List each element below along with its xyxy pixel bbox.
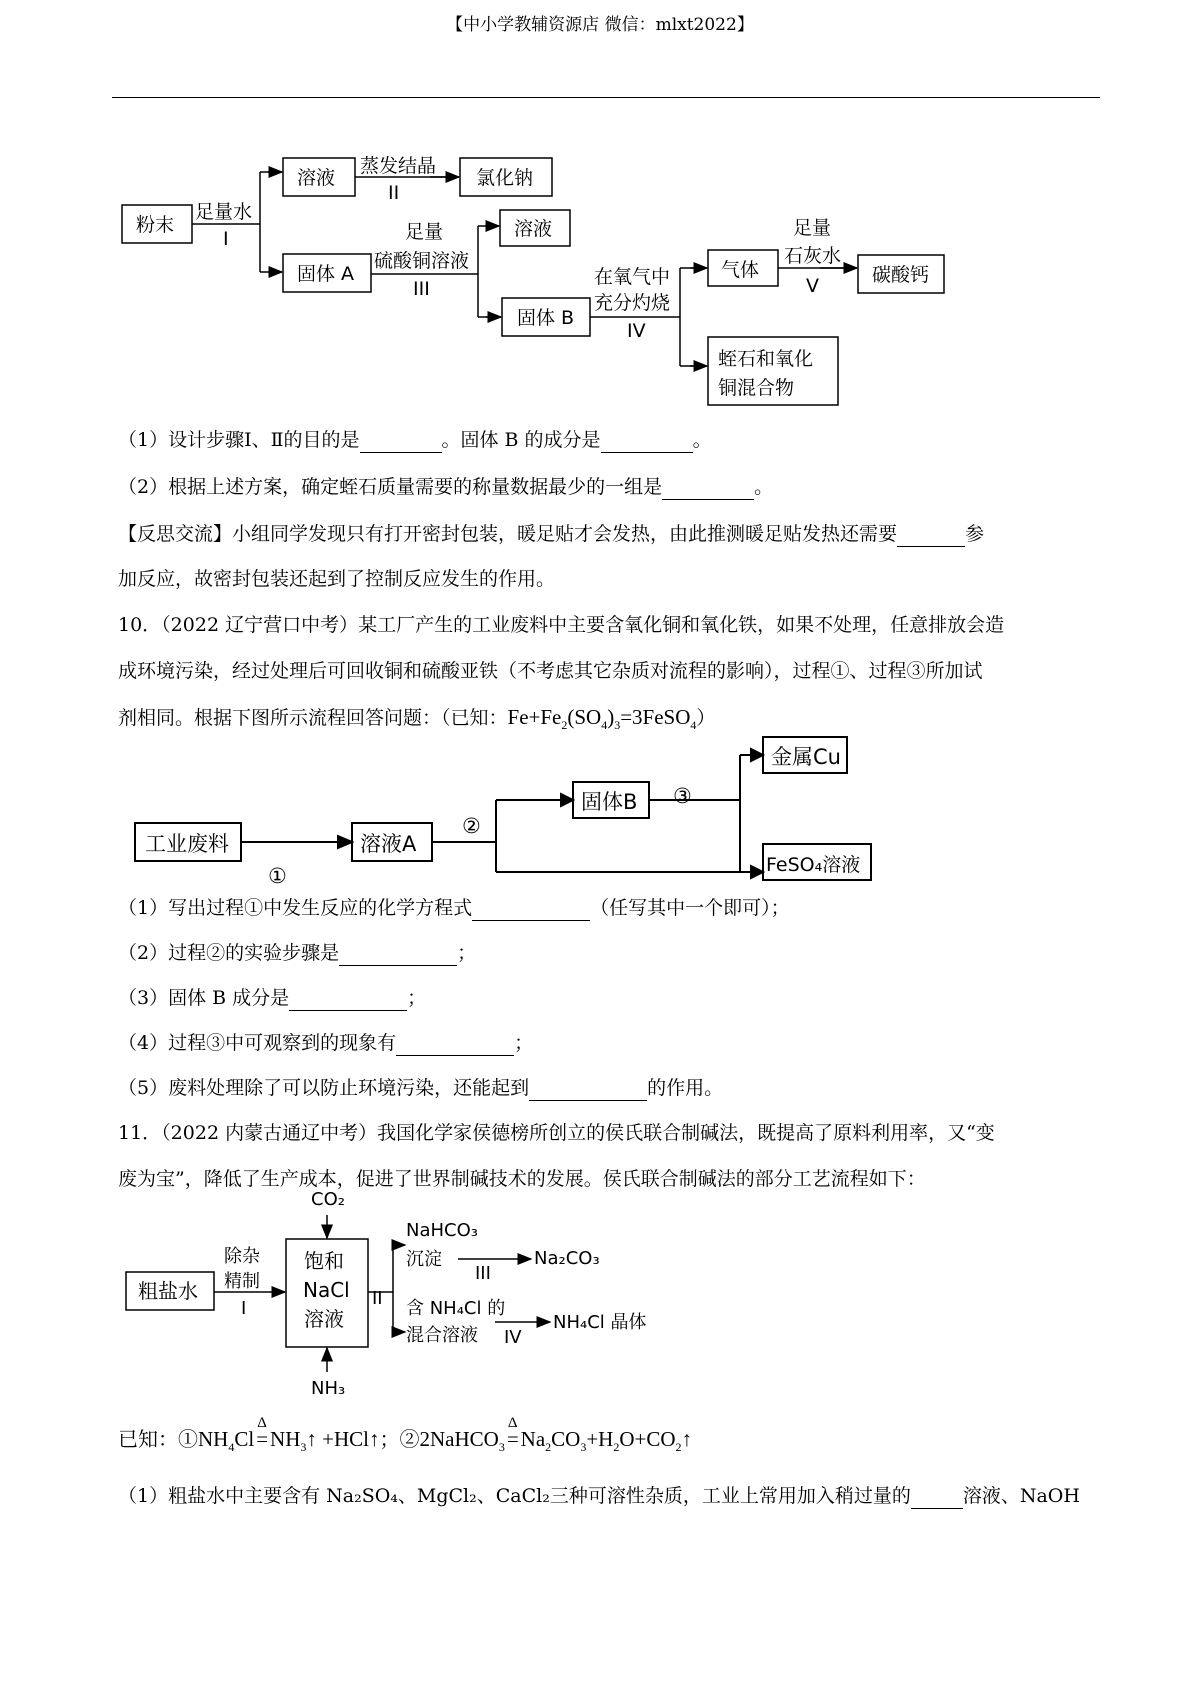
- svg-text:III: III: [413, 278, 430, 300]
- q9-sub2: （2）根据上述方案，确定蛭石质量需要的称量数据最少的一组是 。: [118, 476, 774, 498]
- label-solid-b: 固体 B: [517, 307, 575, 329]
- label-solid-b2: 固体B: [581, 790, 638, 814]
- svg-text:II: II: [388, 182, 400, 204]
- q10-sub1: （1）写出过程①中发生反应的化学方程式 （任写其中一个即可）；: [118, 897, 790, 919]
- svg-text:沉淀: 沉淀: [406, 1249, 442, 1270]
- label-water: 足量水: [195, 201, 253, 223]
- svg-text:III: III: [475, 1263, 491, 1284]
- label-solid-a: 固体 A: [297, 263, 355, 285]
- svg-text:混合溶液: 混合溶液: [406, 1325, 478, 1346]
- label-co2: CO₂: [311, 1189, 345, 1210]
- label-nacl: 氯化钠: [476, 167, 534, 189]
- svg-text:II: II: [372, 1288, 383, 1309]
- q10-sub2: （2）过程②的实验步骤是 ；: [118, 942, 477, 964]
- q9-reflection: 【反思交流】小组同学发现只有打开密封包装，暖足贴才会发热，由此推测暖足贴发热还需要 参: [118, 523, 985, 545]
- svg-text:充分灼烧: 充分灼烧: [594, 292, 671, 314]
- svg-text:V: V: [806, 275, 819, 297]
- svg-text:IV: IV: [627, 320, 646, 342]
- svg-text:I: I: [223, 228, 229, 250]
- q11-stem-line1: 11．（2022 内蒙古通辽中考）我国化学家侯德榜所创立的侯氏联合制碱法，既提高了原料利用率，又“变: [118, 1122, 995, 1144]
- q9-sub1: （1）设计步骤Ⅰ、Ⅱ的目的是 。固体 B 的成分是 。: [118, 429, 712, 451]
- q10-stem-line3: 剂相同。根据下图所示流程回答问题：（已知：$Fe+Fe_2(SO_4)_3=3FeSO_4$）: [118, 705, 716, 733]
- q9-reflection-cont: 加反应，故密封包装还起到了控制反应发生的作用。: [118, 568, 556, 590]
- label-brine: 粗盐水: [138, 1279, 198, 1303]
- q10-sub5: （5）废料处理除了可以防止环境污染，还能起到 的作用。: [118, 1077, 724, 1099]
- label-nh4cl-crystal: NH₄Cl 晶体: [553, 1312, 647, 1333]
- svg-text:足量: 足量: [405, 221, 444, 243]
- label-solution2: 溶液: [514, 218, 553, 240]
- q10-sub3: （3）固体 B 成分是 ；: [118, 987, 427, 1009]
- label-cu: 金属Cu: [771, 745, 841, 769]
- svg-text:NaCl: NaCl: [303, 1278, 350, 1302]
- q10-stem-line2: 成环境污染，经过处理后可回收铜和硫酸亚铁（不考虑其它杂质对流程的影响），过程①、过程③所加试: [118, 660, 983, 682]
- svg-text:饱和: 饱和: [304, 1249, 344, 1273]
- page-header: 【中小学教辅资源店 微信：mlxt2022】: [446, 15, 754, 35]
- label-na2co3: Na₂CO₃: [534, 1248, 600, 1269]
- label-feso4: FeSO₄溶液: [766, 854, 861, 876]
- q11-stem-line2: 废为宝”，降低了生产成本，促进了世界制碱技术的发展。侯氏联合制碱法的部分工艺流程如下：: [118, 1168, 926, 1190]
- q10-stem-line1: 10．（2022 辽宁营口中考）某工厂产生的工业废料中主要含氧化铜和氧化铁，如果不处理，任意排放会造: [118, 614, 1005, 636]
- svg-text:硫酸铜溶液: 硫酸铜溶液: [374, 250, 470, 272]
- svg-text:精制: 精制: [224, 1271, 260, 1292]
- q11-known-equations: 已知：$①NH_4Cl=$ Δ $NH_3↑$ +HCl↑；②2NaHCO$_3$= Δ $Na_2CO_3+H_2O+CO_2↑$: [118, 1415, 693, 1455]
- label-waste: 工业废料: [145, 832, 229, 856]
- svg-text:除杂: 除杂: [224, 1246, 260, 1267]
- label-gas: 气体: [721, 259, 760, 281]
- label-nh3: NH₃: [311, 1378, 346, 1399]
- label-evaporate: 蒸发结晶: [360, 155, 437, 177]
- label-nahco3: NaHCO₃: [406, 1220, 478, 1241]
- label-step1: ①: [268, 864, 287, 888]
- label-solution-a: 溶液A: [360, 832, 417, 856]
- q10-sub4: （4）过程③中可观察到的现象有 ；: [118, 1032, 534, 1054]
- svg-text:含 NH₄Cl 的: 含 NH₄Cl 的: [406, 1298, 506, 1319]
- label-powder: 粉末: [136, 214, 175, 236]
- svg-text:石灰水: 石灰水: [784, 245, 842, 267]
- svg-text:溶液: 溶液: [304, 1307, 344, 1331]
- label-step2: ②: [462, 814, 481, 838]
- svg-text:足量: 足量: [793, 217, 832, 239]
- label-step3: ③: [673, 784, 692, 808]
- svg-text:在氧气中: 在氧气中: [594, 266, 671, 288]
- svg-text:I: I: [241, 1298, 247, 1319]
- svg-text:铜混合物: 铜混合物: [718, 377, 795, 399]
- label-caco3: 碳酸钙: [872, 264, 930, 286]
- svg-text:IV: IV: [504, 1327, 522, 1348]
- label-solution: 溶液: [297, 167, 336, 189]
- q11-sub1: （1）粗盐水中主要含有 Na₂SO₄、MgCl₂、CaCl₂三种可溶性杂质，工业上常用加入稍过量的 溶液、NaOH: [118, 1485, 1080, 1507]
- svg-text:蛭石和氧化: 蛭石和氧化: [718, 348, 814, 370]
